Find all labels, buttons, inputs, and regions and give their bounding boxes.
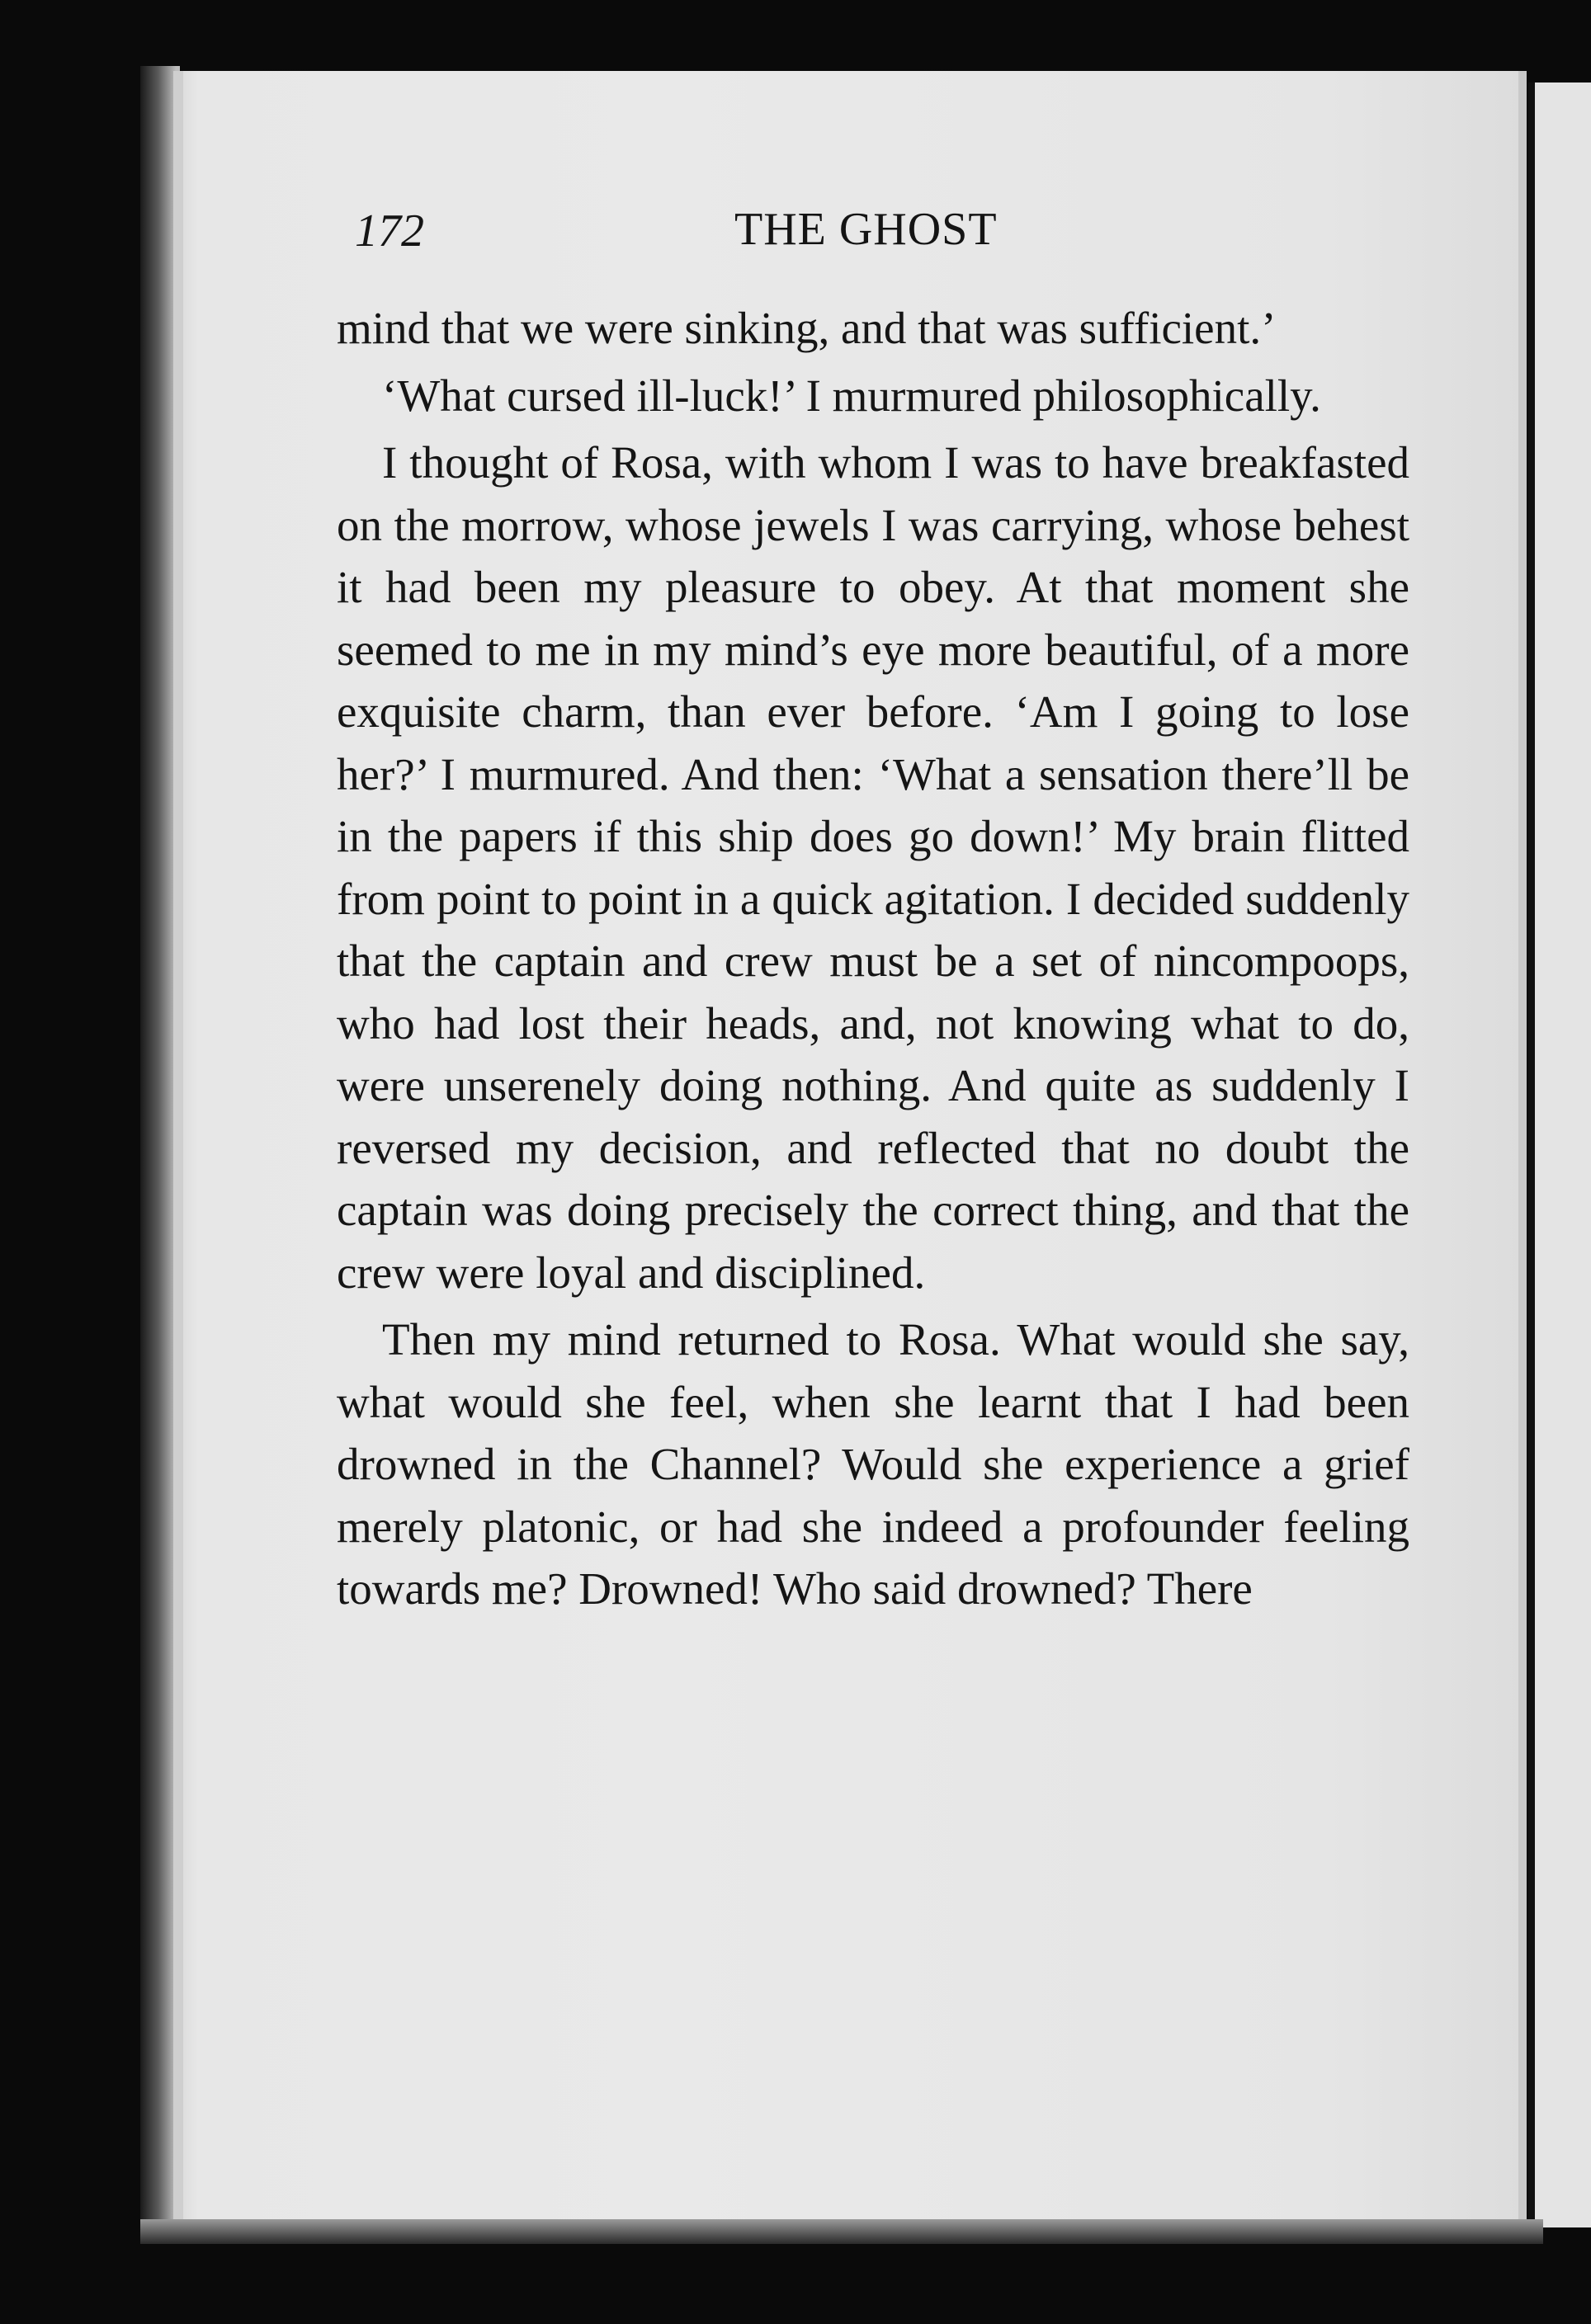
running-title: THE GHOST [734,204,998,255]
paragraph: mind that we were sinking, and that was sufficient.’ [337,303,1277,353]
page-header [190,196,1378,262]
body-text [337,297,1409,1620]
page-bottom-edge [140,2219,1543,2244]
paragraph: I thought of Rosa, with whom I was to have breakfasted on the morrow, whose jewels I was carrying, whose behest it had been my pleasure to obey. At that moment she seemed to me in my mind’s eye more beautiful, of a more exquisite charm, than ever before. ‘Am I going to lose her?’ I murmured. And then: ‘What a sensation there’ll be in the papers if this ship does go down!’ My brain flitted from point to point in a quick agitation. I decided suddenly that the captain and crew must be a set of nincompoops, who had lost their heads, and, not knowing what to do, were unserenely doing nothing. And quite as suddenly I reversed my decision, and reflected that no doubt the captain was doing precisely the correct thing, and that the crew were loyal and disciplined. [337,437,1409,1298]
paragraph: Then my mind returned to Rosa. What would she say, what would she feel, when she learnt that I had been drowned in the Channel? Would she experience a grief merely platonic, or had she indeed a profounder feeling towards me? Drowned! Who said drowned? There [337,1314,1409,1614]
paragraph: ‘What cursed ill-luck!’ I murmured philosophically. [382,370,1321,421]
next-page-edge [1528,82,1591,2227]
page-number: 172 [355,205,424,257]
